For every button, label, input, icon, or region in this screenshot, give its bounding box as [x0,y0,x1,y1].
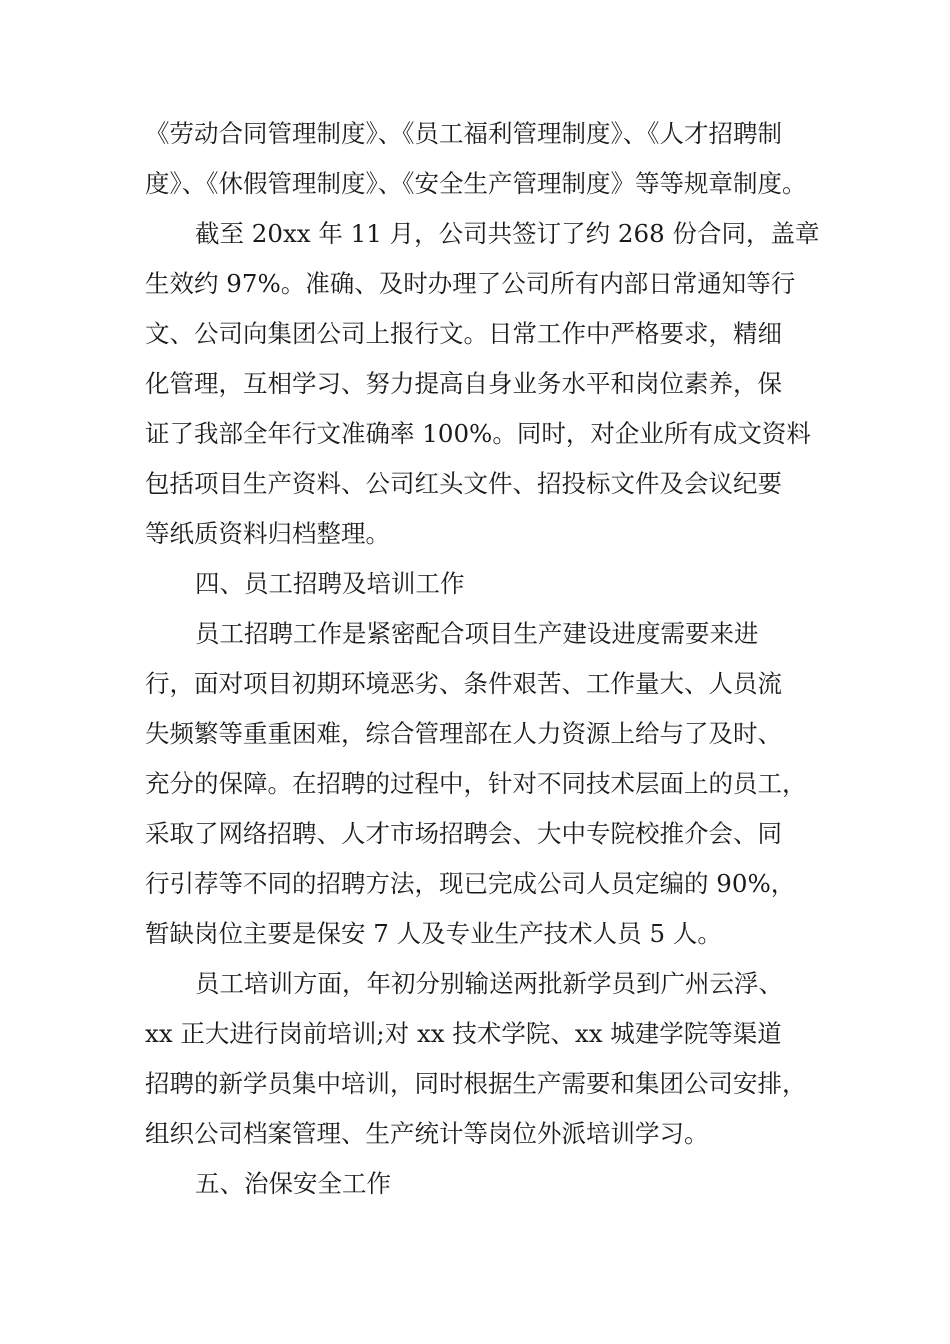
text-line: 证了我部全年行文准确率 100%。同时，对企业所有成文资料 [145,419,811,448]
text-line: 员工招聘工作是紧密配合项目生产建设进度需要来进 [195,619,759,648]
text-line: 截至 20xx 年 11 月，公司共签订了约 268 份合同，盖章 [195,219,820,248]
text-line: 生效约 97%。准确、及时办理了公司所有内部日常通知等行 [145,269,796,298]
text-line: 《劳动合同管理制度》、《员工福利管理制度》、《人才招聘制 [145,119,782,148]
text-line: 采取了网络招聘、人才市场招聘会、大中专院校推介会、同 [145,819,782,848]
text-line: 暂缺岗位主要是保安 7 人及专业生产技术人员 5 人。 [145,919,722,948]
text-line: 组织公司档案管理、生产统计等岗位外派培训学习。 [145,1119,709,1148]
text-line: 行引荐等不同的招聘方法，现已完成公司人员定编的 90%， [145,869,796,898]
text-line: 失频繁等重重困难，综合管理部在人力资源上给与了及时、 [145,719,782,748]
text-line: 员工培训方面，年初分别输送两批新学员到广州云浮、 [195,969,783,998]
text-line: 等纸质资料归档整理。 [145,519,390,548]
section-heading: 五、治保安全工作 [195,1169,391,1198]
text-line: 化管理，互相学习、努力提高自身业务水平和岗位素养，保 [145,369,782,398]
text-line: 充分的保障。在招聘的过程中，针对不同技术层面上的员工， [145,769,807,798]
text-line: 行，面对项目初期环境恶劣、条件艰苦、工作量大、人员流 [145,669,782,698]
text-line: xx 正大进行岗前培训;对 xx 技术学院、xx 城建学院等渠道 [145,1019,782,1048]
text-line: 文、公司向集团公司上报行文。日常工作中严格要求，精细 [145,319,782,348]
text-line: 招聘的新学员集中培训，同时根据生产需要和集团公司安排， [145,1069,807,1098]
section-heading: 四、员工招聘及培训工作 [195,569,465,598]
text-line: 度》、《休假管理制度》、《安全生产管理制度》等等规章制度。 [145,169,807,198]
text-line: 包括项目生产资料、公司红头文件、招投标文件及会议纪要 [145,469,782,498]
